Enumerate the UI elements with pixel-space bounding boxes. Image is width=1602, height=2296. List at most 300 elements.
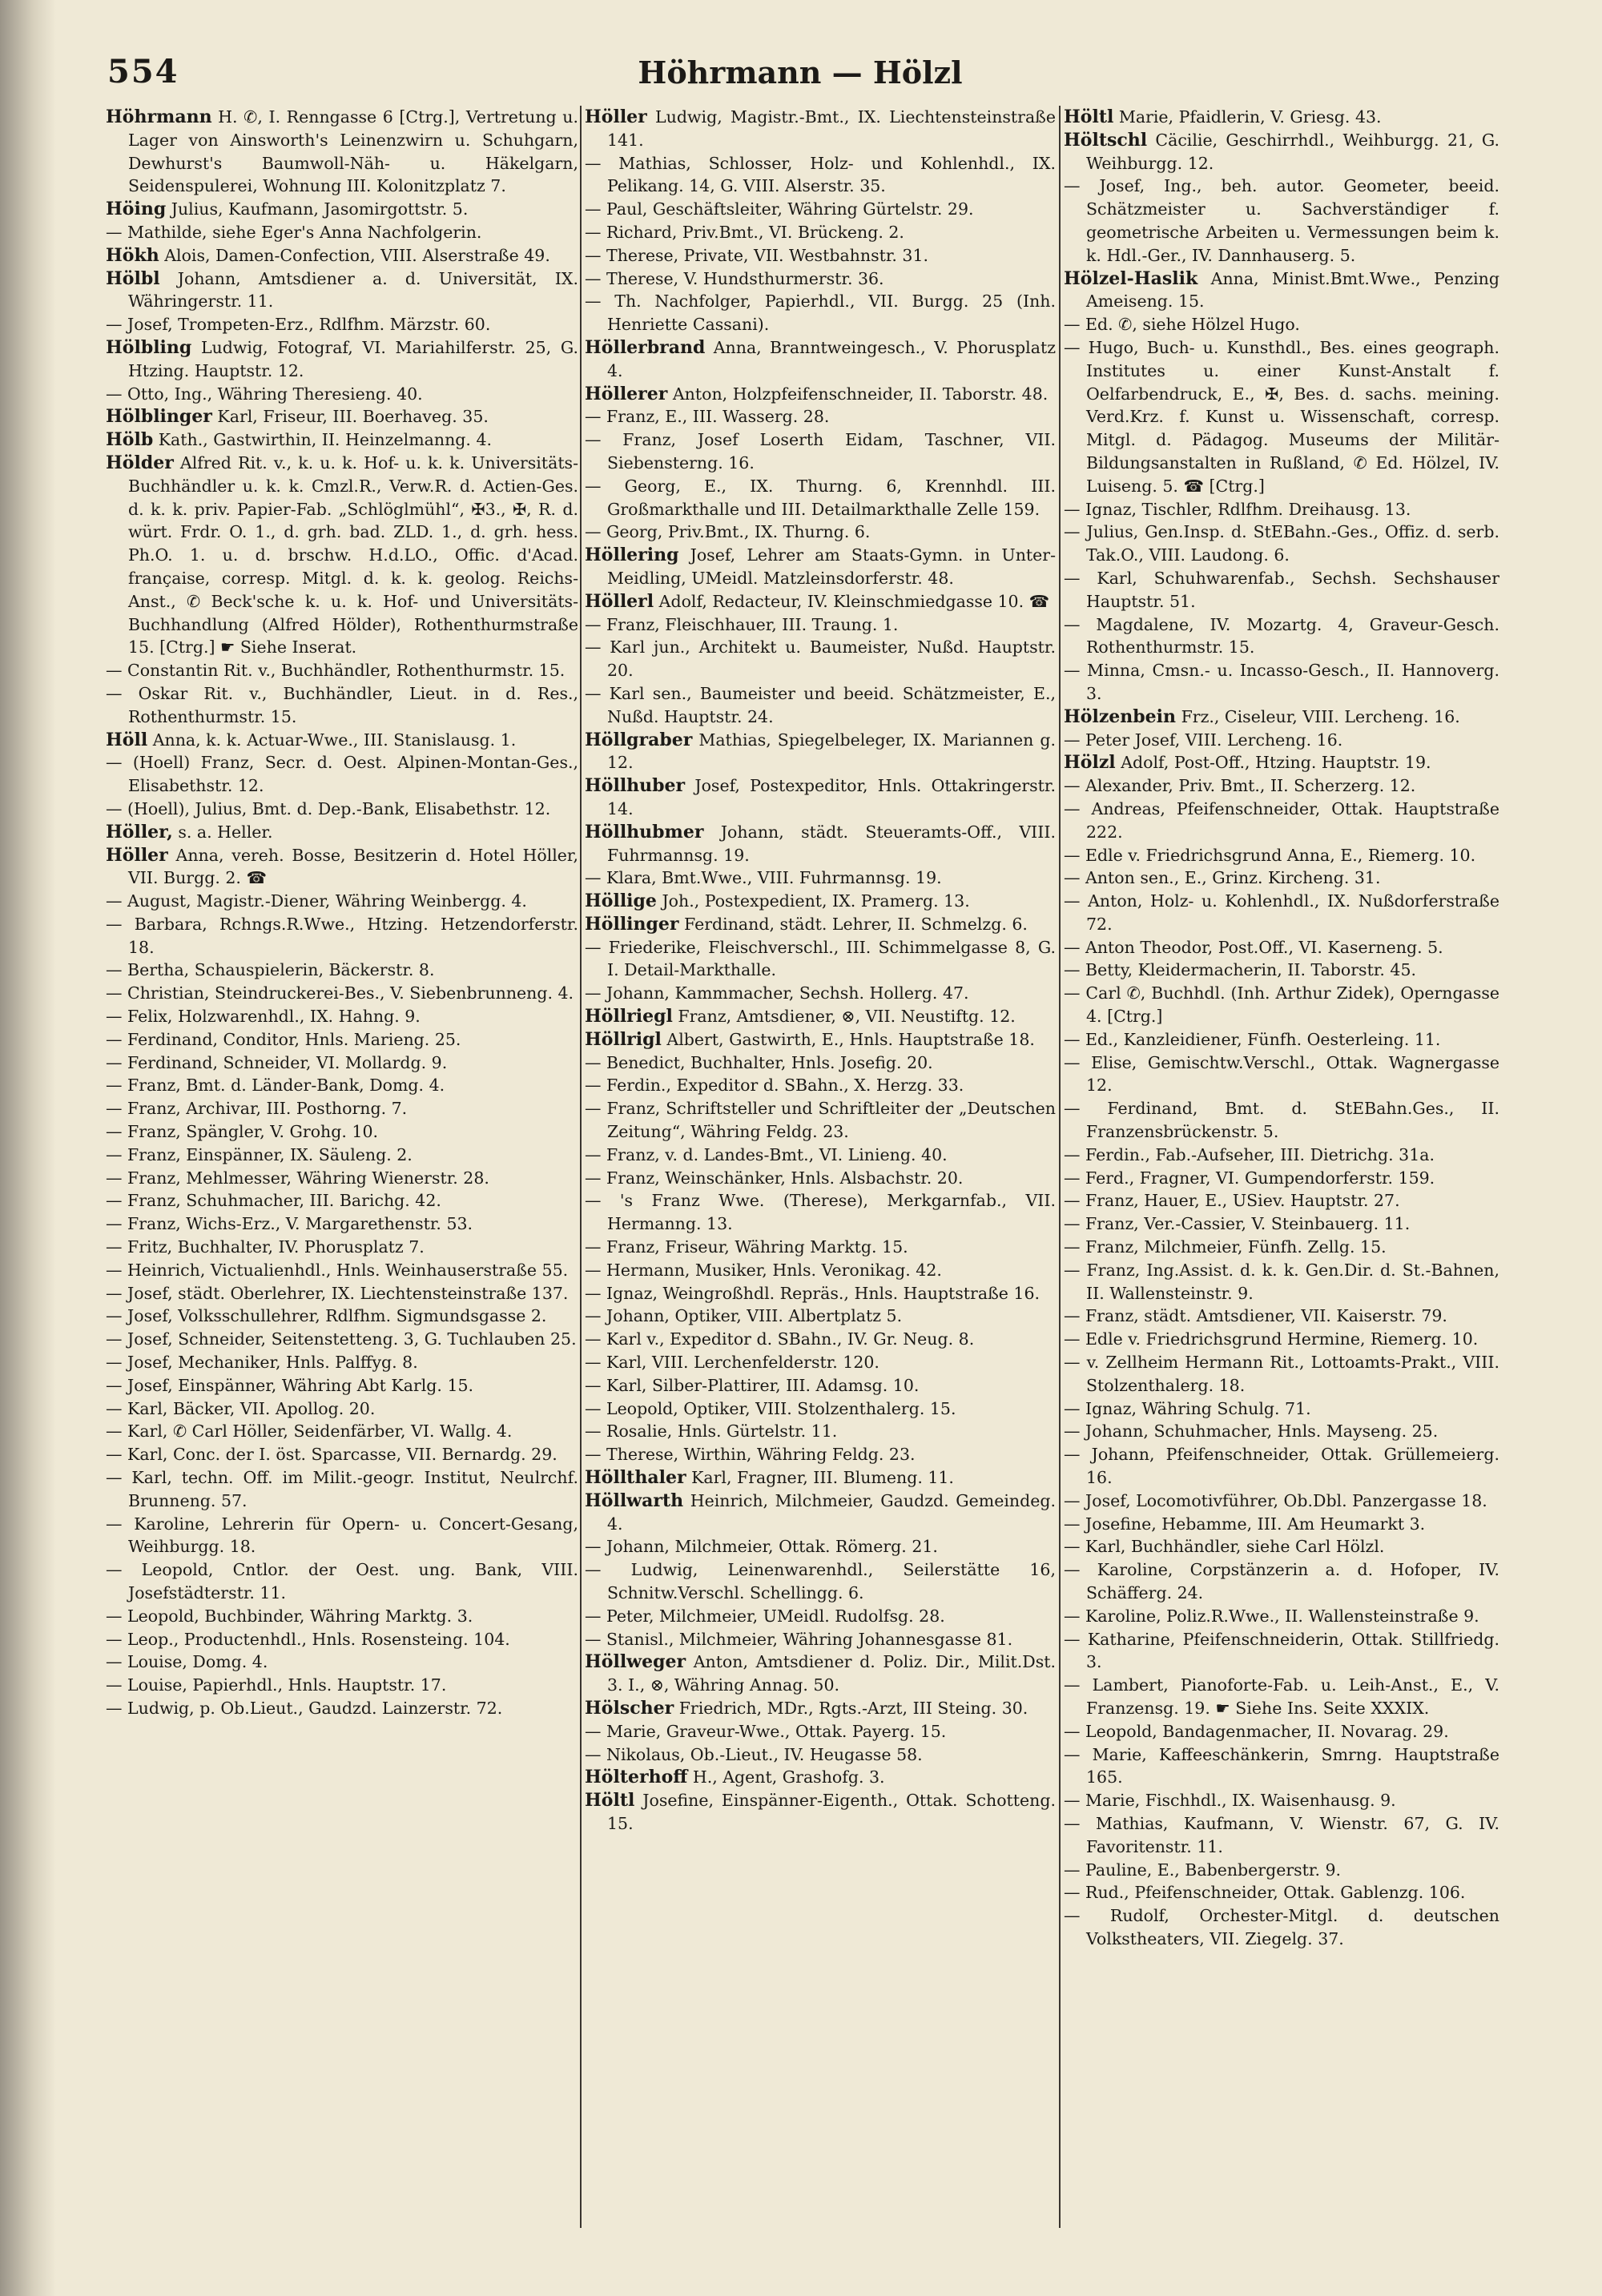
- entry-text: — Christian, Steindruckerei-Bes., V. Siebenbrunneng. 4.: [106, 983, 574, 1003]
- directory-entry: [585, 1605, 1056, 1628]
- directory-entry: [585, 1697, 1056, 1720]
- directory-entry: [106, 1120, 578, 1144]
- entry-text: — Oskar Rit. v., Buchhändler, Lieut. in d. Res., Rothenthurmstr. 15.: [106, 683, 578, 726]
- directory-entry: [106, 821, 578, 844]
- directory-entry: [1064, 613, 1499, 660]
- directory-entry: [106, 729, 578, 752]
- entry-text: — Edle v. Friedrichsgrund Hermine, Riemerg. 10.: [1064, 1329, 1479, 1349]
- directory-entry: [1064, 1189, 1499, 1212]
- directory-entry: [585, 1766, 1056, 1789]
- directory-entry: [106, 1074, 578, 1097]
- directory-entry: [585, 290, 1056, 336]
- entry-text: — Franz, Ver.-Cassier, V. Steinbauerg. 11.: [1064, 1214, 1411, 1234]
- entry-text: — Betty, Kleidermacherin, II. Taborstr. 45.: [1064, 960, 1416, 980]
- directory-entry: [585, 1167, 1056, 1190]
- entry-text: Kath., Gastwirthin, II. Heinzelmanng. 4.: [153, 430, 493, 450]
- entry-text: — Karoline, Corpstänzerin a. d. Hofoper, IV. Schäfferg. 24.: [1064, 1560, 1499, 1602]
- directory-entry: [1064, 1397, 1499, 1421]
- column-rule-2: [1059, 106, 1061, 2228]
- entry-headword: Hölscher: [585, 1697, 674, 1719]
- entry-text: — Carl ✆, Buchhdl. (Inh. Arthur Zidek), Operngasse 4. [Ctrg.]: [1064, 983, 1499, 1027]
- entry-text: Adolf, Redacteur, IV. Kleinschmiedgasse 10. ☎: [654, 591, 1050, 611]
- entry-text: Julius, Kaufmann, Jasomirgottstr. 5.: [166, 199, 469, 219]
- entry-text: — Therese, V. Hundsthurmerstr. 36.: [585, 268, 884, 288]
- directory-entry: [585, 729, 1056, 775]
- entry-text: Alfred Rit. v., k. u. k. Hof- u. k. k. Universitäts-Buchhändler u. k. k. Cmzl.R., Verw.R. d. Actien-Ges. d. k. k. priv. Papier-Fab. „Schlöglmühl“, ✠3., ✠, R. d. würt. Frdr. O. 1., d. grh. bad. ZLD. 1., d. grh. hess. Ph.O. 1. u. d. brschw. H.d.LO., Offic. d'Acad. française, corresp. Mitgl. d. k. k. geolog. Reichs-Anst., ✆ Beck'sche k. u. k. Hof- und Universitäts-Buchhandlung (Alfred Hölder), Rothenthurmstraße 15. [Ctrg.] ☛ Siehe Inserat.: [128, 452, 578, 657]
- directory-entry: [106, 1189, 578, 1212]
- entry-text: — Ed., Kanzleidiener, Fünfh. Oesterleing. 11.: [1064, 1029, 1441, 1049]
- entry-text: — Franz, Spängler, V. Grohg. 10.: [106, 1122, 379, 1142]
- directory-entry: [106, 1282, 578, 1305]
- directory-entry: [585, 267, 1056, 291]
- directory-entry: [1064, 1513, 1499, 1536]
- entry-text: Frz., Ciseleur, VIII. Lercheng. 16.: [1176, 706, 1460, 726]
- entry-headword: Hölzel-Haslik: [1064, 267, 1198, 289]
- directory-entry: [1064, 659, 1499, 706]
- directory-entry: [585, 106, 1056, 152]
- entry-text: — Friederike, Fleischverschl., III. Schimmelgasse 8, G. I. Detail-Markthalle.: [585, 937, 1056, 980]
- entry-text: — Fritz, Buchhalter, IV. Phorusplatz 7.: [106, 1237, 425, 1257]
- entry-headword: Höllerl: [585, 590, 654, 612]
- entry-text: — Leopold, Bandagenmacher, II. Novarag. 29.: [1064, 1721, 1449, 1741]
- entry-headword: Höhrmann: [106, 107, 212, 127]
- entry-headword: Hökh: [106, 244, 159, 266]
- directory-entry: [106, 1443, 578, 1466]
- directory-entry: [106, 1097, 578, 1120]
- directory-entry: [106, 1351, 578, 1374]
- entry-text: Alois, Damen-Confection, VIII. Alserstraße 49.: [159, 245, 550, 265]
- directory-entry: [1064, 844, 1499, 867]
- directory-entry: [585, 1282, 1056, 1305]
- directory-entry: [106, 221, 578, 244]
- entry-text: Mathias, Spiegelbeleger, IX. Mariannen g. 12.: [607, 730, 1056, 773]
- page-header: [107, 45, 1493, 103]
- entry-headword: Höllhuber: [585, 775, 686, 797]
- entry-text: Anna, Branntweingesch., V. Phorusplatz 4.: [607, 337, 1056, 380]
- directory-entry: [585, 867, 1056, 890]
- entry-text: — Ferdin., Expeditor d. SBahn., X. Herzg. 33.: [585, 1076, 964, 1096]
- entry-text: — Marie, Fischhdl., IX. Waisenhausg. 9.: [1064, 1791, 1396, 1811]
- directory-entry: [1064, 867, 1499, 890]
- directory-entry: [585, 1097, 1056, 1144]
- entry-text: — Johann, Optiker, VIII. Albertplatz 5.: [585, 1306, 903, 1326]
- directory-entry: [585, 1743, 1056, 1767]
- directory-entry: [1064, 1720, 1499, 1743]
- entry-text: — Stanisl., Milchmeier, Währing Johannesgasse 81.: [585, 1629, 1013, 1649]
- entry-headword: Höllinger: [585, 913, 679, 935]
- entry-text: — Georg, E., IX. Thurng. 6, Krennhdl. III. Großmarkthalle und III. Detailmarkthalle Zelle 159.: [585, 476, 1056, 519]
- directory-entry: [585, 982, 1056, 1005]
- entry-text: — Franz, v. d. Landes-Bmt., VI. Linieng. 40.: [585, 1144, 948, 1164]
- entry-text: — Richard, Priv.Bmt., VI. Brückeng. 2.: [585, 222, 904, 242]
- directory-entry: [106, 1005, 578, 1028]
- entry-text: — Franz, Mehlmesser, Währing Wienerstr. 28.: [106, 1168, 489, 1188]
- directory-entry: [106, 1420, 578, 1443]
- entry-text: — Leop., Productenhdl., Hnls. Rosensteing. 104.: [106, 1629, 510, 1649]
- entry-text: — Hermann, Musiker, Hnls. Veronikag. 42.: [585, 1260, 942, 1280]
- entry-text: — Ferdinand, Schneider, VI. Mollardg. 9.: [106, 1052, 448, 1072]
- directory-entry: [106, 1236, 578, 1259]
- entry-text: — Franz, Ing.Assist. d. k. k. Gen.Dir. d. St.-Bahnen, II. Wallensteinstr. 9.: [1064, 1260, 1499, 1303]
- entry-text: — Karl, Schuhwarenfab., Sechsh. Sechshauser Hauptstr. 51.: [1064, 568, 1499, 611]
- entry-text: — Karl v., Expeditor d. SBahn., IV. Gr. Neug. 8.: [585, 1329, 975, 1349]
- directory-entry: [585, 221, 1056, 244]
- directory-entry: [106, 1028, 578, 1051]
- directory-entry: [1064, 1305, 1499, 1328]
- column-rule-1: [580, 106, 582, 2228]
- entry-text: — Louise, Domg. 4.: [106, 1652, 268, 1672]
- entry-text: — Franz, Weinschänker, Hnls. Alsbachstr. 20.: [585, 1168, 964, 1188]
- entry-text: — Otto, Ing., Währing Theresieng. 40.: [106, 384, 423, 404]
- directory-entry: [585, 913, 1056, 936]
- entry-text: — Franz, Schuhmacher, III. Barichg. 42.: [106, 1191, 441, 1211]
- entry-text: — Johann, Kammmacher, Sechsh. Hollerg. 47.: [585, 983, 969, 1003]
- directory-entry: [106, 913, 578, 959]
- entry-text: — Johann, Milchmeier, Ottak. Römerg. 21.: [585, 1537, 938, 1557]
- directory-entry: [106, 1628, 578, 1651]
- entry-text: — Marie, Graveur-Wwe., Ottak. Payerg. 15.: [585, 1721, 947, 1741]
- entry-text: — Ferdinand, Conditor, Hnls. Marieng. 25.: [106, 1029, 461, 1049]
- directory-entry: [1064, 982, 1499, 1028]
- entry-text: — Benedict, Buchhalter, Hnls. Josefig. 20.: [585, 1052, 933, 1072]
- directory-entry: [585, 1236, 1056, 1259]
- entry-text: — Karoline, Poliz.R.Wwe., II. Wallensteinstraße 9.: [1064, 1606, 1479, 1626]
- entry-headword: Hölblinger: [106, 406, 212, 428]
- entry-text: — Ferdin., Fab.-Aufseher, III. Dietrichg. 31a.: [1064, 1144, 1435, 1164]
- entry-text: — Hugo, Buch- u. Kunsthdl., Bes. eines geograph. Institutes u. einer Kunst-Anstalt f. Oelfarbendruck, E., ✠, Bes. d. sachs. meining. Verd.Krz. f. Kunst u. Wissenschaft, corresp. Mitgl. d. Pädagog. Museums der Militär-Bildungsanstalten in Rußland, ✆ Ed. Hölzel, IV. Luiseng. 5. ☎ [Ctrg.]: [1064, 337, 1499, 496]
- directory-entry: [585, 198, 1056, 221]
- directory-entry: [585, 890, 1056, 913]
- directory-entry: [106, 659, 578, 682]
- directory-entry: [1064, 1144, 1499, 1167]
- directory-entry: [106, 1374, 578, 1397]
- entry-headword: Höller: [585, 107, 647, 127]
- directory-entry: [585, 1305, 1056, 1328]
- entry-text: — Paul, Geschäftsleiter, Währing Gürtelstr. 29.: [585, 199, 974, 219]
- entry-text: — Franz, Einspänner, IX. Säuleng. 2.: [106, 1144, 413, 1164]
- entry-text: Anna, vereh. Bosse, Besitzerin d. Hotel Höller, VII. Burgg. 2. ☎: [128, 845, 578, 888]
- entry-text: Friedrich, MDr., Rgts.-Arzt, III Steing. 30.: [674, 1698, 1028, 1718]
- entry-text: — Johann, Schuhmacher, Hnls. Mayseng. 25.: [1064, 1421, 1439, 1442]
- directory-entry: [585, 1144, 1056, 1167]
- entry-headword: Hölder: [106, 452, 174, 473]
- entry-text: — Josef, Trompeten-Erz., Rdlfhm. Märzstr. 60.: [106, 315, 491, 335]
- entry-text: — Ludwig, Leinenwarenhdl., Seilerstätte 16, Schnitw.Verschl. Schellingg. 6.: [585, 1560, 1056, 1602]
- entry-text: — Franz, Josef Loserth Eidam, Taschner, VII. Siebensterng. 16.: [585, 430, 1056, 472]
- entry-text: — Rud., Pfeifenschneider, Ottak. Gablenzg. 106.: [1064, 1883, 1466, 1903]
- directory-entry: [1064, 959, 1499, 982]
- entry-headword: Höll: [106, 729, 148, 750]
- entry-text: — Franz, städt. Amtsdiener, VII. Kaiserstr. 79.: [1064, 1306, 1447, 1326]
- directory-entry: [585, 1466, 1056, 1490]
- directory-entry: [1064, 774, 1499, 798]
- directory-entry: [585, 1351, 1056, 1374]
- directory-entry: [1064, 1881, 1499, 1904]
- entry-text: — Louise, Papierhdl., Hnls. Hauptstr. 17.: [106, 1675, 447, 1695]
- entry-text: — Leopold, Cntlor. der Oest. ung. Bank, VIII. Josefstädterstr. 11.: [106, 1560, 578, 1602]
- entry-text: — Karoline, Lehrerin für Opern- u. Concert-Gesang, Weihburgg. 18.: [106, 1514, 578, 1557]
- directory-entry: [1064, 1443, 1499, 1490]
- directory-entry: [585, 1789, 1056, 1836]
- directory-entry: [585, 1374, 1056, 1397]
- entry-text: — Ed. ✆, siehe Hölzel Hugo.: [1064, 315, 1300, 335]
- entry-text: — Josef, Ing., beh. autor. Geometer, beeid. Schätzmeister u. Sachverständiger f. geometrische Arbeiten u. Vermessungen beim k. k. Hdl.-Ger., IV. Dannhauserg. 5.: [1064, 176, 1499, 265]
- directory-entry: [1064, 706, 1499, 729]
- directory-entry: [585, 428, 1056, 475]
- directory-entry: [106, 1605, 578, 1628]
- directory-entry: [1064, 751, 1499, 774]
- directory-entry: [1064, 521, 1499, 567]
- directory-entry: [1064, 1028, 1499, 1051]
- entry-headword: Höllgraber: [585, 729, 693, 750]
- entry-text: — Barbara, Rchngs.R.Wwe., Htzing. Hetzendorferstr. 18.: [106, 914, 578, 957]
- entry-headword: Höing: [106, 199, 167, 220]
- entry-text: — Ludwig, p. Ob.Lieut., Gaudzd. Lainzerstr. 72.: [106, 1698, 503, 1718]
- entry-text: — Rosalie, Hnls. Gürtelstr. 11.: [585, 1421, 838, 1442]
- entry-text: — Franz, Schriftsteller und Schriftleiter der „Deutschen Zeitung“, Währing Feldg. 23.: [585, 1099, 1056, 1142]
- entry-headword: Hölzenbein: [1064, 706, 1177, 727]
- entry-text: — Karl, ✆ Carl Höller, Seidenfärber, VI. Wallg. 4.: [106, 1421, 513, 1442]
- entry-text: — Ignaz, Weingroßhdl. Repräs., Hnls. Hauptstraße 16.: [585, 1283, 1040, 1303]
- directory-entry: [585, 1074, 1056, 1097]
- directory-entry: [585, 1259, 1056, 1282]
- directory-entry: [1064, 336, 1499, 498]
- directory-entry: [1064, 1212, 1499, 1236]
- entry-text: — Rudolf, Orchester-Mitgl. d. deutschen Volkstheaters, VII. Ziegelg. 37.: [1064, 1906, 1499, 1948]
- directory-entry: [585, 636, 1056, 682]
- entry-text: — Mathias, Schlosser, Holz- und Kohlenhdl., IX. Pelikang. 14, G. VIII. Alserstr. 35.: [585, 153, 1056, 196]
- entry-headword: Höllige: [585, 891, 657, 912]
- directory-entry: [585, 521, 1056, 544]
- directory-entry: [106, 1305, 578, 1328]
- directory-entry: [1064, 1051, 1499, 1098]
- entry-text: — Karl, VIII. Lerchenfelderstr. 120.: [585, 1353, 879, 1373]
- directory-entry: [106, 1212, 578, 1236]
- directory-entry: [585, 1397, 1056, 1421]
- directory-entry: [106, 1144, 578, 1167]
- directory-entry: [1064, 1328, 1499, 1351]
- entry-text: — Karl, techn. Off. im Milit.-geogr. Institut, Neulrchf. Brunneng. 57.: [106, 1468, 578, 1510]
- entry-text: H. ✆, I. Renngasse 6 [Ctrg.], Vertretung u. Lager von Ainsworth's Leinenzwirn u. Schuhgarn, Dewhurst's Baumwoll-Näh- u. Häkelgarn, Seidenspulerei, Wohnung III. Kolonitzplatz 7.: [128, 107, 578, 196]
- entry-headword: Höller: [106, 844, 168, 866]
- entry-text: — August, Magistr.-Diener, Währing Weinbergg. 4.: [106, 891, 527, 911]
- directory-entry: [106, 428, 578, 452]
- directory-entry: [585, 1051, 1056, 1075]
- directory-entry: [585, 544, 1056, 590]
- entry-headword: Höltl: [1064, 107, 1114, 127]
- entry-text: — Anton, Holz- u. Kohlenhdl., IX. Nußdorferstraße 72.: [1064, 891, 1499, 934]
- directory-entry: [1064, 729, 1499, 752]
- entry-text: Josef, Postexpeditor, Hnls. Ottakringerstr. 14.: [607, 776, 1056, 818]
- directory-entry: [1064, 106, 1499, 129]
- entry-text: — Franz, Friseur, Währing Marktg. 15.: [585, 1237, 908, 1257]
- entry-text: — Marie, Kaffeeschänkerin, Smrng. Hauptstraße 165.: [1064, 1744, 1499, 1787]
- directory-entry: [106, 959, 578, 982]
- directory-entry: [585, 1028, 1056, 1051]
- directory-entry: [585, 1420, 1056, 1443]
- entry-headword: Hölb: [106, 429, 154, 451]
- entry-headword: Hölterhoff: [585, 1767, 688, 1788]
- entry-headword: Höllhubmer: [585, 821, 704, 842]
- directory-entry: [106, 1167, 578, 1190]
- entry-text: — Josefine, Hebamme, III. Am Heumarkt 3.: [1064, 1514, 1426, 1534]
- entry-headword: Höltl: [585, 1790, 635, 1811]
- entry-text: Franz, Amtsdiener, ⊗, VII. Neustiftg. 12.: [672, 1007, 1016, 1027]
- entry-text: — Josef, Locomotivführer, Ob.Dbl. Panzergasse 18.: [1064, 1490, 1487, 1510]
- entry-text: Adolf, Post-Off., Htzing. Hauptstr. 19.: [1115, 753, 1431, 773]
- directory-entry: [106, 267, 578, 314]
- directory-entry: [106, 106, 578, 198]
- entry-headword: Höllrigl: [585, 1028, 662, 1050]
- directory-entry: [1064, 1259, 1499, 1305]
- entry-text: — Karl, Buchhändler, siehe Carl Hölzl.: [1064, 1537, 1385, 1557]
- entry-text: — Josef, Schneider, Seitenstetteng. 3, G. Tuchlauben 25.: [106, 1329, 577, 1349]
- entry-text: — Franz, Milchmeier, Fünfh. Zellg. 15.: [1064, 1237, 1387, 1257]
- entry-text: — Klara, Bmt.Wwe., VIII. Fuhrmannsg. 19.: [585, 868, 942, 888]
- entry-text: Ludwig, Fotograf, VI. Mariahilferstr. 25, G. Htzing. Hauptstr. 12.: [128, 337, 578, 380]
- directory-entry: [1064, 1674, 1499, 1720]
- entry-text: — Katharine, Pfeifenschneiderin, Ottak. Stillfriedg. 3.: [1064, 1629, 1499, 1672]
- directory-entry: [1064, 567, 1499, 613]
- entry-text: — Karl, Conc. der I. öst. Sparcasse, VII. Bernardg. 29.: [106, 1445, 557, 1465]
- entry-headword: Höllriegl: [585, 1006, 673, 1027]
- entry-text: Anton, Amtsdiener d. Poliz. Dir., Milit.Dst. 3. I., ⊗, Währing Annag. 50.: [607, 1652, 1056, 1695]
- entry-headword: Höllering: [585, 545, 679, 566]
- entry-text: — Bertha, Schauspielerin, Bäckerstr. 8.: [106, 960, 435, 980]
- entry-text: — Th. Nachfolger, Papierhdl., VII. Burgg. 25 (Inh. Henriette Cassani).: [585, 292, 1056, 335]
- directory-entry: [1064, 1420, 1499, 1443]
- directory-entry: [1064, 498, 1499, 521]
- directory-entry: [1064, 1628, 1499, 1675]
- entry-text: — Anton sen., E., Grinz. Kircheng. 31.: [1064, 868, 1381, 888]
- directory-entry: [1064, 1490, 1499, 1513]
- entry-text: — Anton Theodor, Post.Off., VI. Kaserneng. 5.: [1064, 937, 1443, 957]
- entry-text: — Peter, Milchmeier, UMeidl. Rudolfsg. 28.: [585, 1606, 945, 1626]
- directory-entry: [106, 1558, 578, 1605]
- entry-text: Karl, Fragner, III. Blumeng. 11.: [686, 1468, 954, 1488]
- directory-entry: [1064, 1097, 1499, 1144]
- directory-entry: [585, 1558, 1056, 1605]
- entry-text: — Elise, Gemischtw.Verschl., Ottak. Wagnergasse 12.: [1064, 1052, 1499, 1096]
- directory-entry: [585, 152, 1056, 199]
- entry-headword: Hölbl: [106, 267, 160, 289]
- directory-entry: [1064, 1789, 1499, 1812]
- directory-entry: [1064, 890, 1499, 936]
- entry-text: — Josef, städt. Oberlehrer, IX. Liechtensteinstraße 137.: [106, 1283, 569, 1303]
- directory-entry: [585, 336, 1056, 383]
- directory-entry: [1064, 1812, 1499, 1859]
- entry-text: — Nikolaus, Ob.-Lieut., IV. Heugasse 58.: [585, 1744, 923, 1764]
- entry-text: Joh., Postexpedient, IX. Pramerg. 13.: [656, 891, 970, 911]
- entry-text: — Franz, Bmt. d. Länder-Bank, Domg. 4.: [106, 1076, 445, 1096]
- entry-text: — Therese, Private, VII. Westbahnstr. 31.: [585, 245, 929, 265]
- directory-entry: [106, 682, 578, 729]
- entry-text: Anna, Minist.Bmt.Wwe., Penzing Ameiseng. 15.: [1086, 268, 1499, 312]
- directory-entry: [106, 798, 578, 821]
- directory-entry: [106, 844, 578, 891]
- entry-headword: Höller,: [106, 821, 173, 842]
- column-1: [106, 106, 578, 2228]
- directory-entry: [585, 383, 1056, 406]
- directory-entry: [106, 244, 578, 267]
- directory-entry: [1064, 1351, 1499, 1397]
- directory-entry: [585, 1720, 1056, 1743]
- entry-text: — (Hoell), Julius, Bmt. d. Dep.-Bank, Elisabethstr. 12.: [106, 798, 551, 818]
- directory-entry: [1064, 267, 1499, 314]
- entry-text: — Peter Josef, VIII. Lercheng. 16.: [1064, 730, 1343, 750]
- column-3: [1064, 106, 1499, 2228]
- entry-text: — Minna, Cmsn.- u. Incasso-Gesch., II. Hannoverg. 3.: [1064, 661, 1499, 703]
- entry-text: — Franz, Fleischhauer, III. Traung. 1.: [585, 614, 899, 634]
- entry-text: Josef, Lehrer am Staats-Gymn. in Unter-Meidling, UMeidl. Matzleinsdorferstr. 48.: [607, 545, 1056, 588]
- directory-entry: [585, 821, 1056, 867]
- entry-text: — Ignaz, Tischler, Rdlfhm. Dreihausg. 13.: [1064, 499, 1411, 519]
- directory-entry: [585, 1651, 1056, 1697]
- directory-entry: [585, 1535, 1056, 1558]
- entry-text: — Mathias, Kaufmann, V. Wienstr. 67, G. IV. Favoritenstr. 11.: [1064, 1813, 1499, 1856]
- entry-text: — Karl, Bäcker, VII. Apollog. 20.: [106, 1398, 376, 1418]
- entry-text: Anna, k. k. Actuar-Wwe., III. Stanislausg. 1.: [147, 730, 517, 750]
- directory-entry: [585, 1443, 1056, 1466]
- entry-text: Johann, Amtsdiener a. d. Universität, IX. Währingerstr. 11.: [128, 268, 578, 312]
- entry-text: — Georg, Priv.Bmt., IX. Thurng. 6.: [585, 522, 871, 542]
- entry-text: — Constantin Rit. v., Buchhändler, Rothenthurmstr. 15.: [106, 661, 566, 681]
- entry-text: — (Hoell) Franz, Secr. d. Oest. Alpinen-Montan-Ges., Elisabethstr. 12.: [106, 753, 578, 796]
- entry-text: — Edle v. Friedrichsgrund Anna, E., Riemerg. 10.: [1064, 845, 1476, 865]
- directory-entry: [585, 774, 1056, 821]
- directory-entry: [585, 1490, 1056, 1536]
- entry-text: — Johann, Pfeifenschneider, Ottak. Grüllemeierg. 16.: [1064, 1445, 1499, 1488]
- entry-text: — Josef, Einspänner, Währing Abt Karlg. 15.: [106, 1375, 474, 1395]
- directory-entry: [585, 682, 1056, 729]
- directory-entry: [106, 198, 578, 221]
- directory-entry: [106, 452, 578, 659]
- directory-entry: [1064, 1743, 1499, 1790]
- directory-entry: [1064, 1535, 1499, 1558]
- entry-headword: Hölzl: [1064, 752, 1116, 774]
- entry-text: — Magdalene, IV. Mozartg. 4, Graveur-Gesch. Rothenthurmstr. 15.: [1064, 614, 1499, 657]
- entry-text: — Franz, Wichs-Erz., V. Margarethenstr. 53.: [106, 1214, 473, 1234]
- entry-text: — Heinrich, Victualienhdl., Hnls. Weinhauserstraße 55.: [106, 1260, 569, 1280]
- column-2: [585, 106, 1056, 2228]
- entry-text: — Leopold, Optiker, VIII. Stolzenthalerg. 15.: [585, 1398, 956, 1418]
- directory-entry: [585, 1628, 1056, 1651]
- entry-headword: Höllthaler: [585, 1467, 686, 1489]
- entry-text: — Franz, Archivar, III. Posthorng. 7.: [106, 1099, 408, 1119]
- directory-entry: [1064, 1558, 1499, 1605]
- directory-entry: [1064, 936, 1499, 959]
- entry-headword: Hölbling: [106, 336, 192, 358]
- entry-headword: Höllwarth: [585, 1490, 684, 1511]
- entry-text: — Therese, Wirthin, Währing Feldg. 23.: [585, 1445, 916, 1465]
- entry-text: — Josef, Mechaniker, Hnls. Palffyg. 8.: [106, 1353, 418, 1373]
- directory-entry: [1064, 313, 1499, 336]
- entry-text: Josefine, Einspänner-Eigenth., Ottak. Schotteng. 15.: [607, 1791, 1056, 1833]
- entry-text: H., Agent, Grashofg. 3.: [687, 1767, 885, 1787]
- entry-headword: Höltschl: [1064, 129, 1148, 151]
- entry-text: Johann, städt. Steueramts-Off., VIII. Fuhrmannsg. 19.: [607, 822, 1056, 865]
- entry-text: — Mathilde, siehe Eger's Anna Nachfolgerin.: [106, 222, 482, 242]
- entry-text: Marie, Pfaidlerin, V. Griesg. 43.: [1113, 107, 1382, 127]
- entry-text: Anton, Holzpfeifenschneider, II. Taborstr. 48.: [667, 384, 1049, 404]
- page-number: 554: [107, 53, 179, 90]
- entry-text: — Franz, Hauer, E., USiev. Hauptstr. 27.: [1064, 1191, 1400, 1211]
- entry-text: — Andreas, Pfeifenschneider, Ottak. Hauptstraße 222.: [1064, 798, 1499, 842]
- directory-entry: [585, 244, 1056, 267]
- entry-text: — Julius, Gen.Insp. d. StEBahn.-Ges., Offiz. d. serb. Tak.O., VIII. Laudong. 6.: [1064, 522, 1499, 565]
- directory-entry: [106, 890, 578, 913]
- directory-entry: [1064, 798, 1499, 844]
